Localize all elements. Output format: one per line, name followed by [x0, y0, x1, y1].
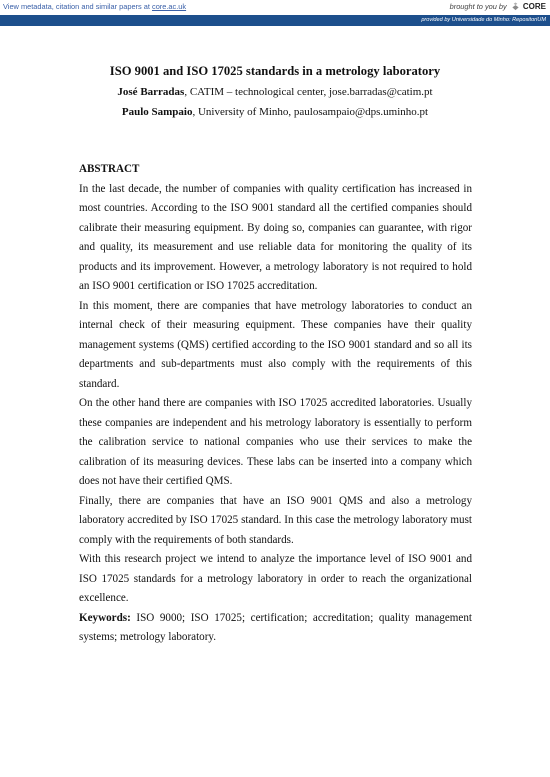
abstract-heading: ABSTRACT: [79, 163, 140, 175]
core-logo-icon: [511, 2, 520, 11]
abstract-paragraph: On the other hand there are companies with ISO 17025 accredited laboratories. Usually these companies are independent and his metrology laboratory is essentially to perform the calibration service to national companies who use their services to make the calibration of its measuring devices. These labs can be inserted into a company which does not have their certified QMS.: [79, 397, 472, 487]
author-affiliation: , University of Minho, paulosampaio@dps.uminho.pt: [192, 106, 429, 118]
paper-title: ISO 9001 and ISO 17025 standards in a metrology laboratory: [109, 64, 441, 78]
core-brand[interactable]: [450, 0, 546, 13]
abstract-paragraph: In the last decade, the number of companies with quality certification has increased in most countries. According to the ISO 9001 standard all the certified companies should calibrate their measuring equipment. By doing so, companies can guarantee, with rigor and quality, its measurement and use reliable data for monitoring the quality of its products and its improvement. However, a metrology laboratory is not required to hold an ISO 9001 certification or ISO 17025 accreditation.: [79, 182, 472, 292]
author-line: [0, 86, 550, 98]
author-name: José Barradas: [117, 86, 185, 98]
core-brand-name: CORE: [522, 2, 546, 11]
abstract-section: [79, 160, 472, 648]
keywords-list: ISO 9000; ISO 17025; certification; accreditation; quality management systems; metrology laboratory.: [79, 611, 472, 643]
abstract-paragraph: In this moment, there are companies that have metrology laboratories to conduct an internal check of their measuring equipment. These companies have their quality management systems (QMS) certified according to the ISO 9001 standard and so all its departments and sub-departments must also comply with the requirements of this standard.: [79, 299, 472, 390]
abstract-paragraph: With this research project we intend to analyze the importance level of ISO 9001 and ISO 17025 standards for a metrology laboratory in order to reach the organizational excellence.: [79, 553, 472, 604]
author-affiliation: , CATIM – technological center, jose.barradas@catim.pt: [184, 86, 433, 98]
keywords-label: Keywords:: [79, 611, 131, 624]
metadata-notice: [3, 0, 186, 13]
core-link[interactable]: core.ac.uk: [152, 2, 187, 11]
metadata-notice-text: View metadata, citation and similar papers at: [3, 2, 152, 11]
brought-by-text: brought to you by: [449, 2, 507, 11]
keywords-line: [79, 609, 472, 648]
core-banner: [0, 0, 550, 13]
provider-bar: [0, 15, 550, 26]
provider-text[interactable]: provided by Universidade do Minho: RepositoriUM: [421, 17, 546, 23]
author-name: Paulo Sampaio: [121, 106, 193, 118]
abstract-paragraph: Finally, there are companies that have an ISO 9001 QMS and also a metrology laboratory accredited by ISO 17025 standard. In this case the metrology laboratory must comply with the requirements of both standards.: [79, 494, 472, 546]
author-line: [0, 106, 550, 118]
